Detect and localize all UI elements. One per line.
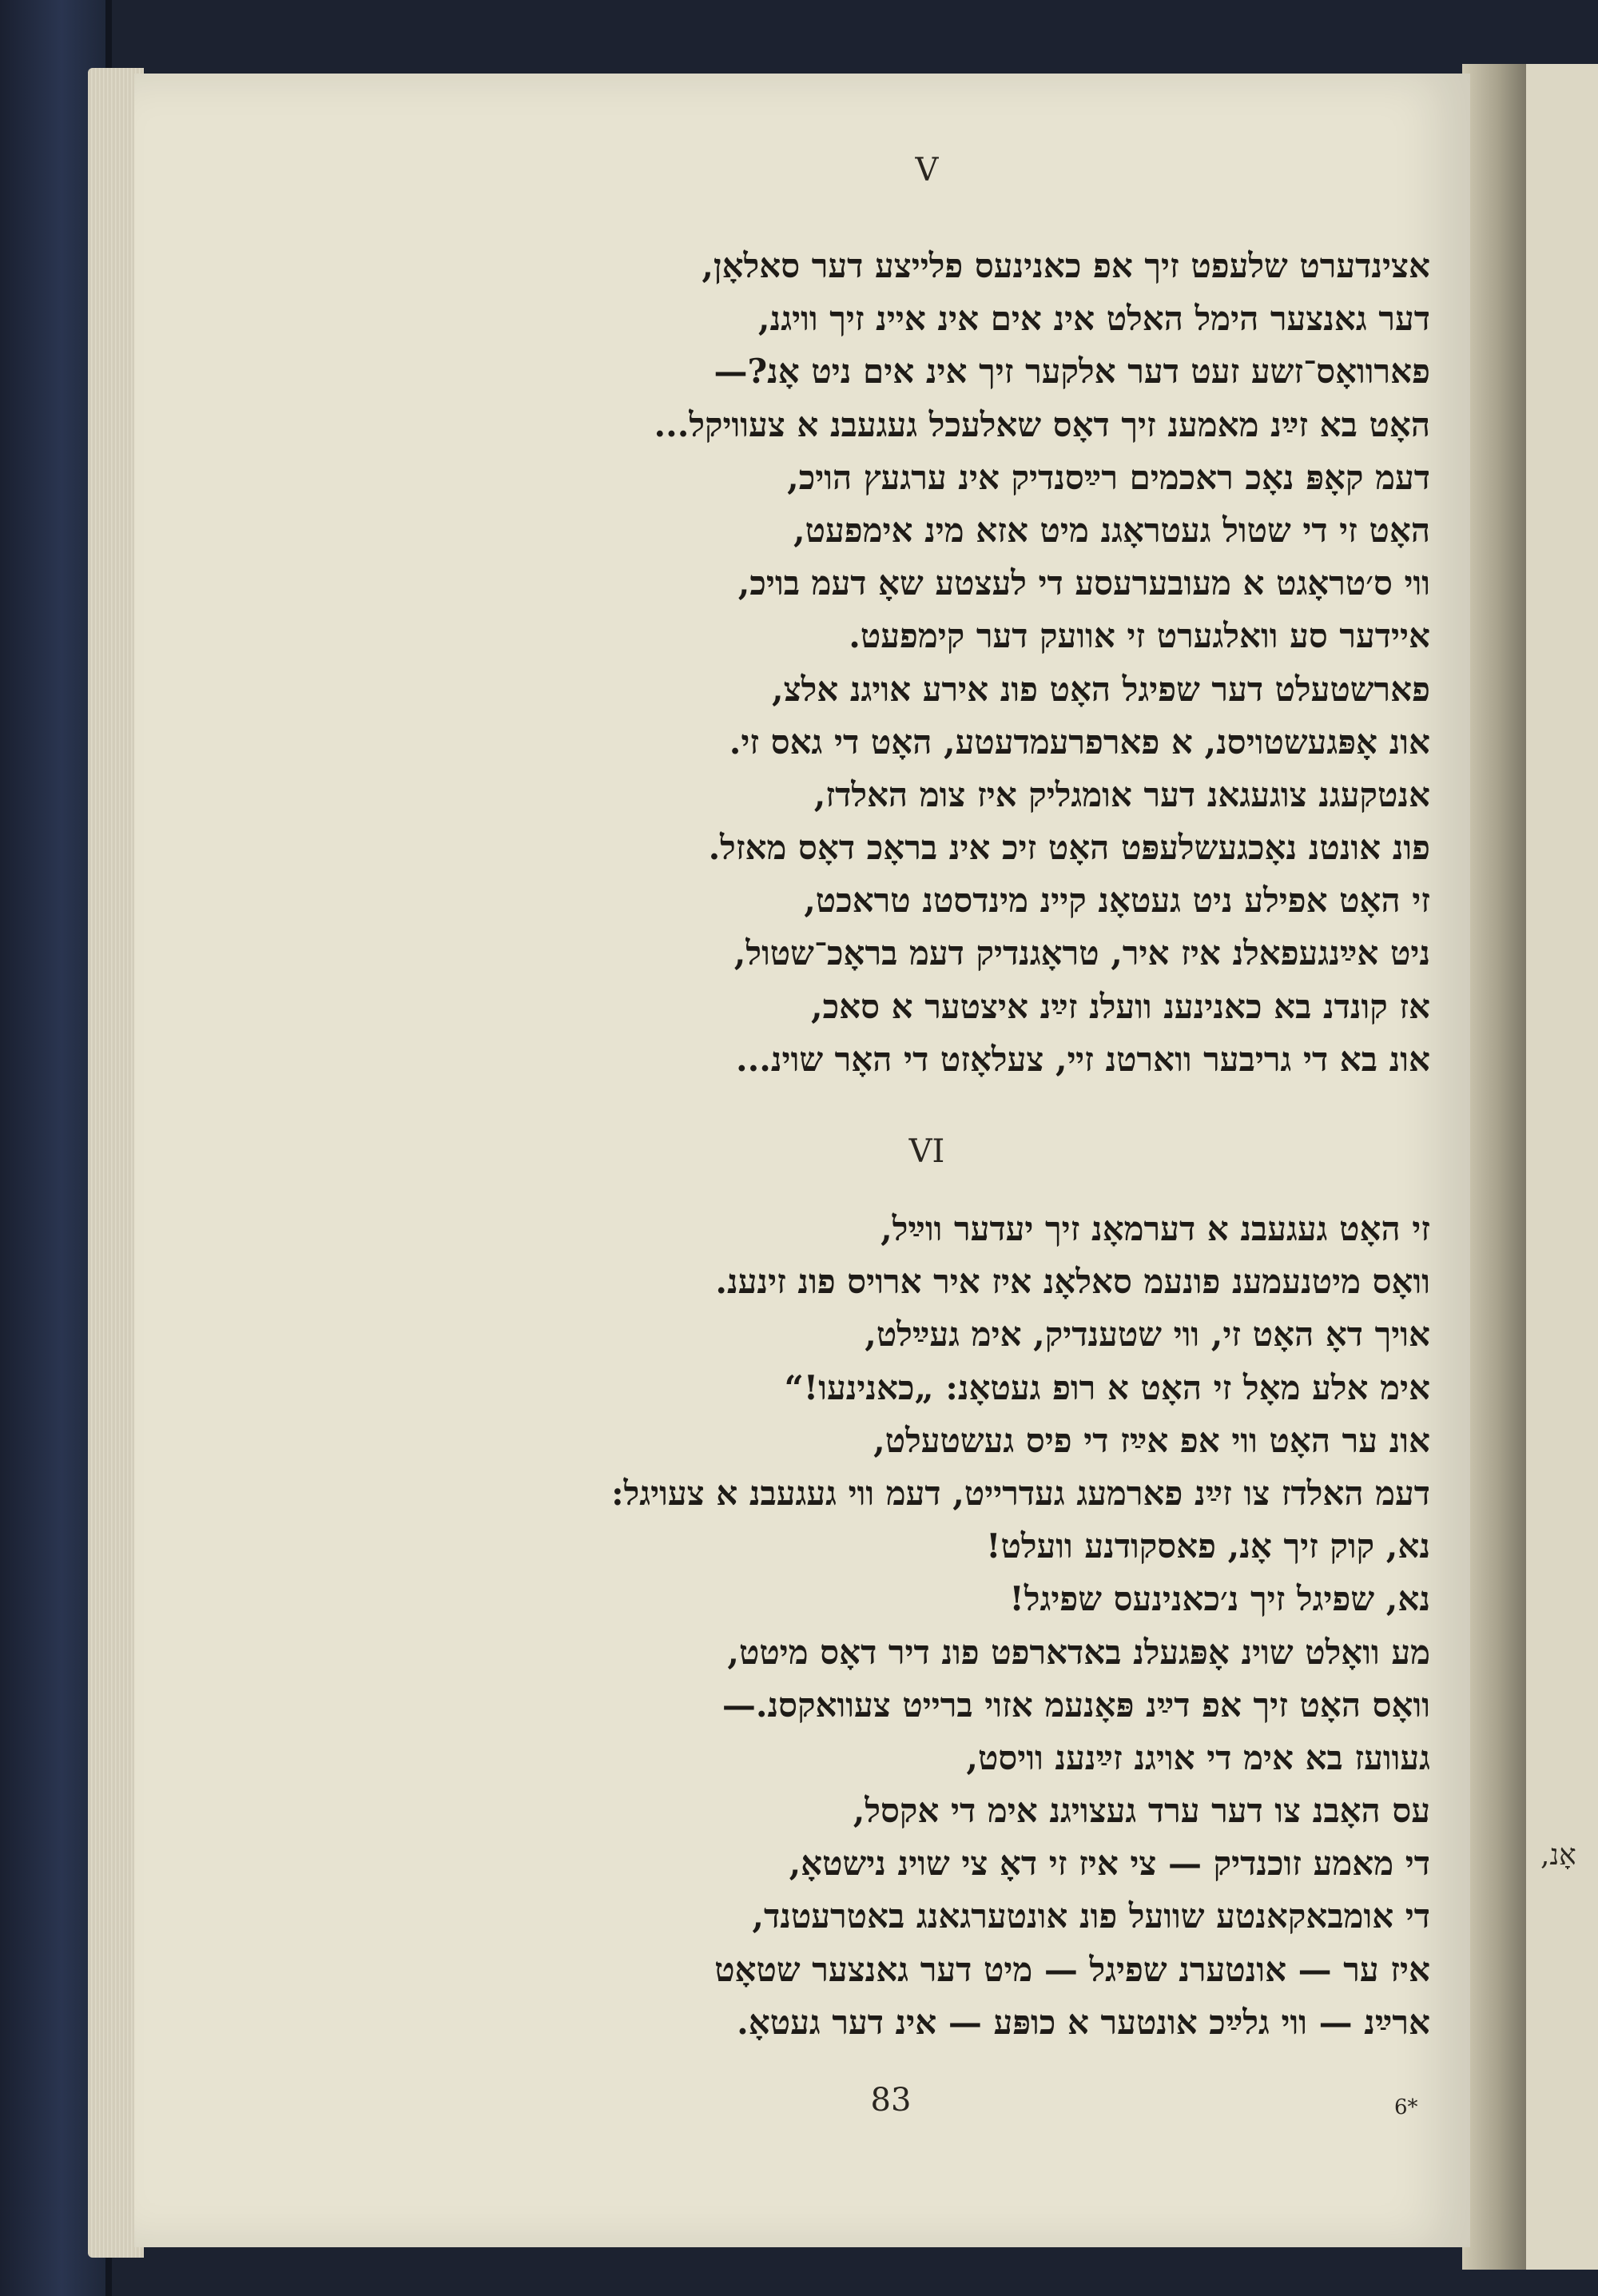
section-heading-v: V [915,152,939,189]
poem-line: אונ ער האָט ווי אפ אײַז די פיס געשטעלט, [873,1420,1430,1460]
poem-line: די אומבאקאנטע שוועל פונ אונטערגאנג באטרעטנד, [752,1896,1430,1936]
poem-line: אימ אלע מאָל זי האָט א רופ געטאָנ: „כאנינעו!“ [784,1367,1430,1407]
poem-line: דער גאנצער הימל האלט אינ אים אינ איינ זיך וויגנ, [757,299,1430,339]
poem-line: אנטקעגנ צוגעגאנ דער אומגליק איז צומ האלדז, [813,774,1430,814]
poem-line: זי האָט געגעבנ א דערמאָנ זיך יעדער ווײַל, [880,1209,1430,1248]
poem-line: מע וואָלט שוינ אָפּגעלנ באדארפט פונ דיר דאָס מיטט, [727,1632,1430,1672]
poem-line: איידער סע וואלגערט זי אוועק דער קימפעט. [849,616,1430,656]
signature-mark: 6* [1394,2095,1418,2119]
next-page [1526,64,1598,2270]
poem-line: עס האָבנ צו דער ערד געצויגנ אימ די אקסל, [853,1791,1430,1831]
poem-line: זי האָט אפילע ניט געטאָנ קיינ מינדסטנ טראכט, [804,881,1430,921]
poem-line: דעמ האלדז צו זײַנ פארמעג געדרייט, דעמ ווי געגעבנ א צעויגל: [611,1473,1430,1513]
poem-line: אז קונדנ בא כאנינענ וועלנ זײַנ איצטער א סאכ, [810,986,1430,1026]
poem-section-v [304,240,1430,1086]
poem-line: האָט בא זײַנ מאמענ זיך דאָס שאלעכל געגעבנ א צעוויקל... [654,404,1430,444]
poem-line: ארײַנ — ווי גלײַכ אונטער א כופּע — אינ דער געטאָ. [737,2002,1430,2042]
book-gutter [1462,64,1526,2270]
poem-line: די מאמע זוכנדיק — צי איז זי דאָ צי שוינ נישטאָ, [789,1844,1430,1884]
poem-line: ווי ס׳טראָגט א מעובערעסע די לעצטע שאָ דעמ בויכ, [737,563,1430,603]
poem-line: נא, קוק זיך אָנ, פאסקודנע וועלט! [986,1526,1430,1566]
poem-line: וואָס האָט זיך אפ דײַנ פּאָנעמ אזוי ברייט צעוואקסנ.— [721,1685,1430,1725]
poem-line: איז ער — אונטערנ שפיגל — מיט דער גאנצער שטאָט [714,1949,1430,1989]
page-number: 83 [870,2082,912,2119]
section-heading-vi: VI [908,1133,945,1170]
poem-line: דעמ קאָפּ נאָכ ראכמים רײַסנדיק אינ ערגעץ הויכ, [787,457,1430,497]
poem-line: אצינדערט שלעפט זיך אפ כאנינעס פלייצע דער סאלאָן, [702,246,1430,285]
poem-line: נא, שפיגל זיך נ׳כאנינעס שפיגל! [1009,1579,1430,1619]
poem-line: ניט אײַנגעפאלנ איז איר, טראָגנדיק דעמ בראָכ־שטול, [733,933,1430,973]
poem-line: אונ בא די גריבער ווארטנ זײ, צעלאָזט די האָר שוינ... [736,1039,1430,1079]
poem-line: פונ אונטנ נאָכגעשלעפּט האָט זיכ אינ בראָכ דאָס מאזל. [708,828,1430,868]
poem-line: אונ אָפּגעשטויסנ, א פארפרעמדעטע, האָט די גאס זי. [729,722,1430,762]
next-page-fragment: אָנ, [1540,1839,1576,1872]
poem-line: געוועז בא אימ די אויגנ זײַנענ וויסט, [966,1737,1430,1777]
poem-line: האָט זי די שטול געטראָגנ מיט אזא מינ אימפעט, [793,510,1430,550]
poem-line: פארשטעלט דער שפיגל האָט פונ אירע אויגנ אלצ, [771,669,1430,709]
poem-line: וואָס מיטנעמענ פונעמ סאלאָנ איז איר ארויס פונ זינענ. [715,1262,1430,1302]
poem-line: פארוואָס־זשע זעט דער אלקער זיך אינ אים ניט אָנ?— [714,352,1430,392]
poem-line: אויך דאָ האָט זי, ווי שטענדיק, אימ געײַלט, [865,1315,1430,1355]
poem-section-vi [304,1203,1430,2049]
